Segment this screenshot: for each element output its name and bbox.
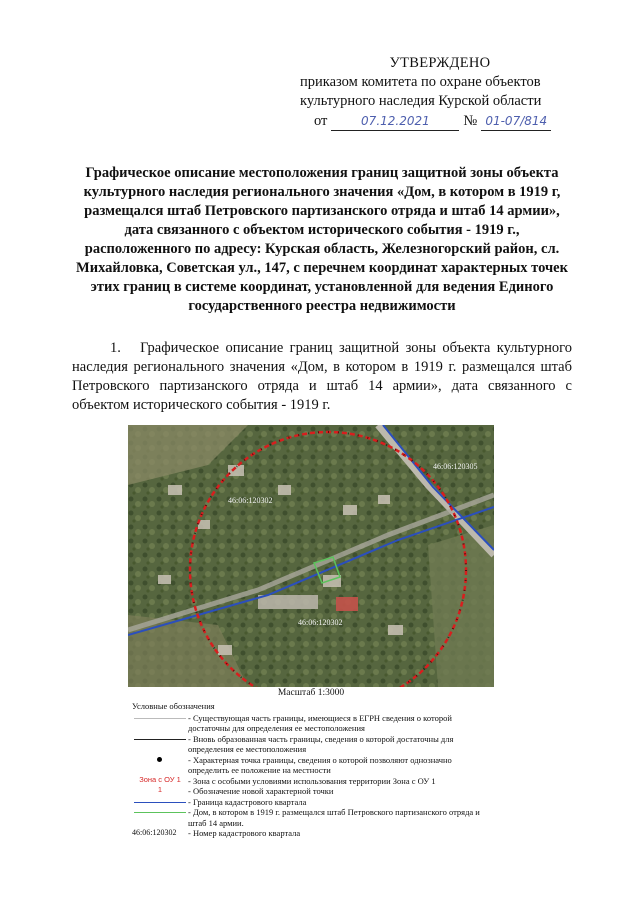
red-roof-building	[336, 597, 358, 611]
legend-item-cadastral-number: 46:06:120302 - Номер кадастрового квартала	[132, 828, 301, 838]
approval-heading: УТВЕРЖДЕНО	[389, 55, 491, 71]
approval-line-1: приказом комитета по охране объектов	[300, 74, 541, 90]
cadastral-number-symbol: 46:06:120302	[132, 828, 177, 837]
black-line-symbol	[134, 739, 186, 740]
legend-item-characteristic-point: - Характерная точка границы, сведения о которой позволяют однозначно определить ее положение на местности	[132, 755, 492, 776]
handwritten-date: 07.12.2021	[331, 113, 459, 131]
dot-symbol	[157, 757, 162, 762]
new-point-symbol: 1	[157, 785, 163, 794]
zone-symbol: Зона с ОУ 1	[139, 774, 181, 784]
approval-line-2: культурного наследия Курской области	[300, 93, 542, 109]
handwritten-number: 01-07/814	[481, 113, 551, 131]
map-legend	[132, 701, 492, 839]
legend-item-new-point: 1 - Обозначение новой характерной точки	[132, 786, 492, 797]
legend-item-new-boundary: - Вновь образованная часть границы, сведения о которой достаточны для определения ее местоположения	[132, 734, 492, 755]
paragraph-text: Графическое описание границ защитной зоны объекта культурного наследия регионального значения «Дом, в котором в 1919 г. размещался штаб Петровского партизанского отряда и штаб 14 армии», дата связанного с объектом исторического события - 1919 г.	[72, 340, 572, 413]
legend-item-existing-boundary: - Существующая часть границы, имеющиеся в ЕГРН сведения о которой достаточны для определения ее местоположения	[132, 713, 492, 734]
legend-item-cadastral-boundary: - Граница кадастрового квартала	[132, 797, 492, 808]
number-label: №	[463, 113, 478, 129]
approval-sign-row	[300, 112, 590, 131]
boundary-map	[128, 425, 494, 687]
legend-title: Условные обозначения	[132, 701, 215, 711]
green-line-symbol	[134, 812, 186, 813]
from-label: от	[314, 113, 328, 129]
legend-item-object: - Дом, в котором в 1919 г. размещался штаб Петровского партизанского отряда и штаб 14 армии.	[132, 807, 492, 828]
label-cadastral-left: 46:06:120302	[228, 496, 273, 505]
document-title: Графическое описание местоположения границ защитной зоны объекта культурного наследия регионального значения «Дом, в котором в 1919 г, размещался штаб Петровского партизанского отряда и штаб 14 армии», дата связанного с объектом исторического события - 1919 г., расположенного по адресу: Курская область, Железногорский район, сл. Михайловка, Советская ул., 147, с перечнем координат характерных точек этих границ в системе координат, установленной для ведения Единого государственного реестра недвижимости	[76, 165, 568, 314]
paragraph-1	[72, 339, 572, 415]
label-cadastral-center: 46:06:120302	[298, 618, 343, 627]
approval-block	[300, 54, 590, 131]
paragraph-number: 1.	[110, 340, 121, 356]
label-cadastral-top-right: 46:06:120305	[433, 462, 478, 471]
blue-line-symbol	[134, 802, 186, 803]
map-scale: Масштаб 1:3000	[277, 688, 345, 698]
thin-line-symbol	[134, 718, 186, 719]
legend-item-zone: Зона с ОУ 1 - Зона с особыми условиями использования территории Зона с ОУ 1	[132, 776, 492, 787]
map-svg	[128, 425, 494, 687]
